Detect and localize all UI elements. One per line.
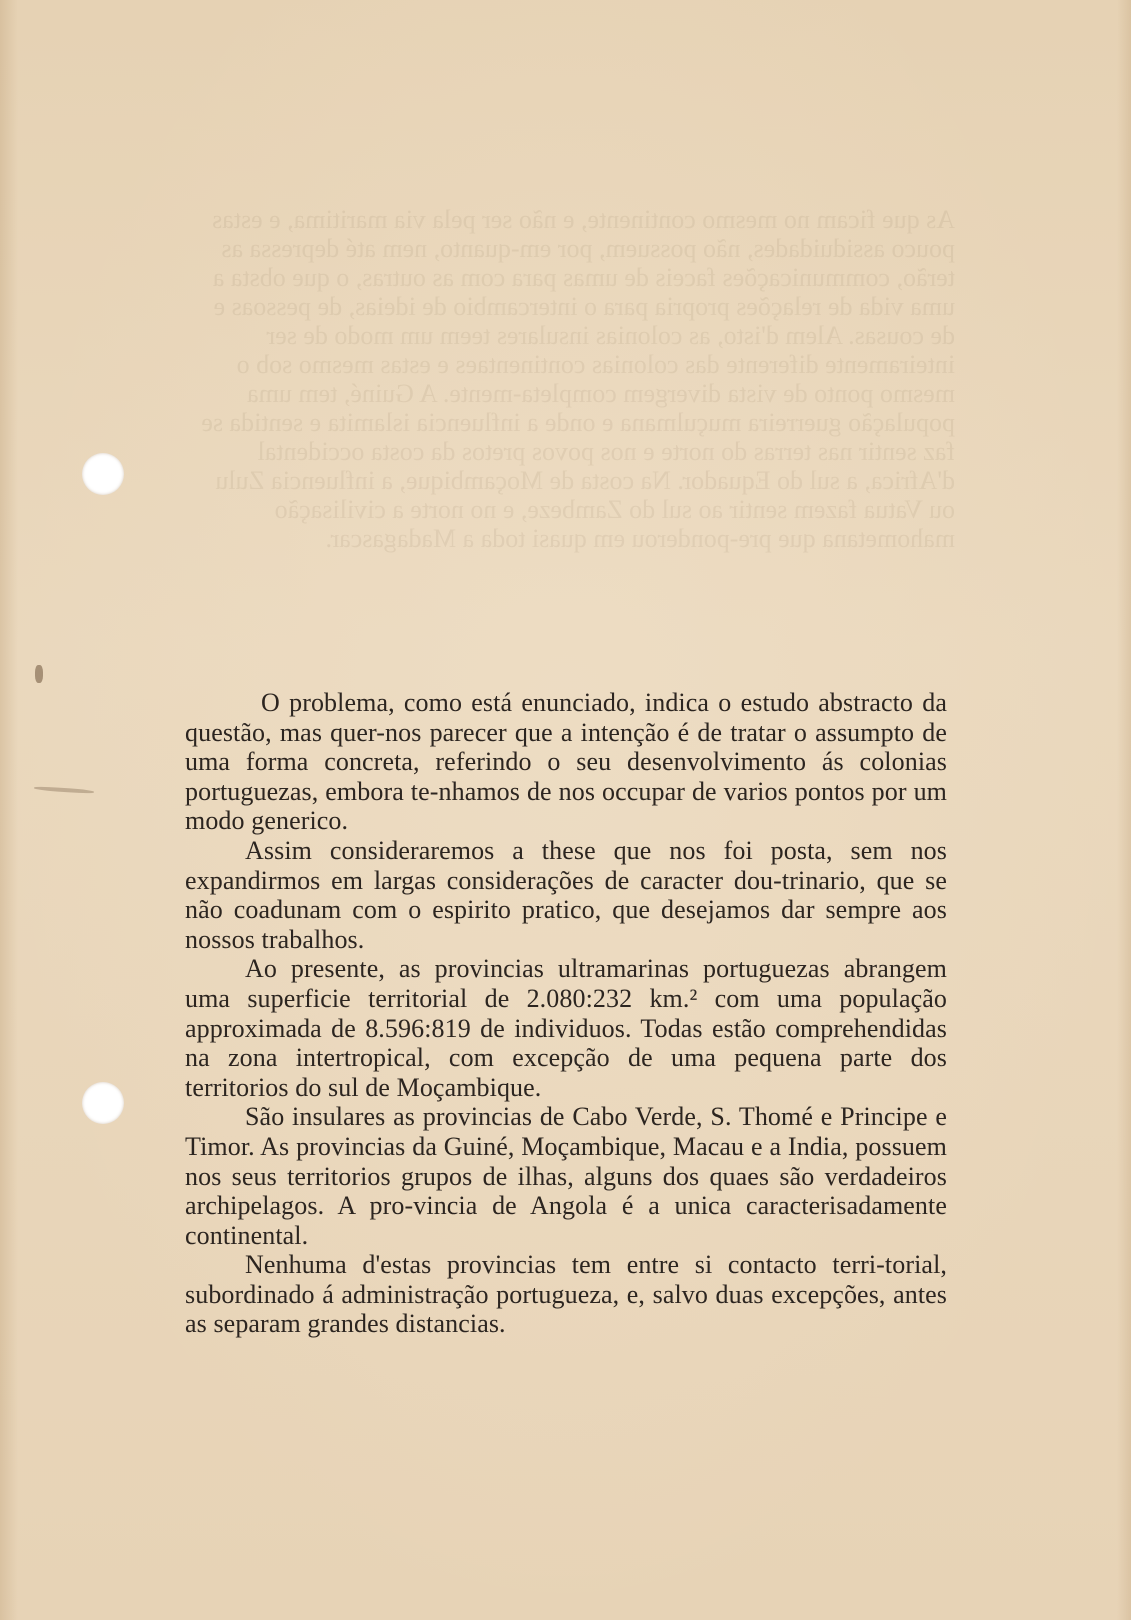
punch-hole-bottom (82, 1082, 124, 1124)
page-edge-shadow-left (0, 0, 18, 1620)
paragraph-5: Nenhuma d'estas provincias tem entre si contacto terri-torial, subordinado á administração portugueza, e, salvo duas excepções, antes as separam grandes distancias. (185, 1250, 947, 1339)
paragraph-1: O problema, como está enunciado, indica o estudo abstracto da questão, mas quer-nos parecer que a intenção é de tratar o assumpto de uma forma concreta, referindo o seu desenvolvimento ás colonias portuguezas, embora te-nhamos de nos occupar de varios pontos por um modo generico. (185, 688, 947, 836)
ink-blot-mark (35, 665, 43, 683)
paragraph-2: Assim consideraremos a these que nos foi posta, sem nos expandirmos em largas considerações de caracter dou-trinario, que se não coadunam com o espirito pratico, que desejamos dar sempre aos nossos trabalhos. (185, 835, 947, 954)
paragraph-4: São insulares as provincias de Cabo Verde, S. Thomé e Principe e Timor. As provincias da Guiné, Moçambique, Macau e a India, possuem nos seus territorios grupos de ilhas, alguns dos quaes são verdadeiros archipelagos. A pro-vincia de Angola é a unica caracterisadamente continental. (185, 1102, 947, 1250)
body-text (185, 688, 947, 1339)
show-through-text: As que ficam no mesmo continente, e não ser pela via maritima, e estas pouco assiduidades, não possuem, por em-quanto, nem até depressa as terão, communicações faceis de umas para com as outras, o que obsta a uma vida de relações propria para o intercambio de ideias, de pessoas e de cousas. Alem d'isto, as colonias insulares teem um modo de ser inteiramente diferente das colonias continentaes e estas mesmo sob o mesmo ponto de vista divergem completa-mente. A Guiné, tem uma população guerreira muçulmana e onde a influencia islamita e sentida se faz sentir nas terras do norte e nos povos pretos da costa occidental d'Africa, a sul do Equador. Na costa de Moçambique, a influencia Zulu ou Vatua fazem sentir ao sul do Zambeze, e no norte a civilisação mahometana que pre-ponderou em quasi toda a Madagascar. (194, 205, 955, 553)
punch-hole-top (82, 453, 124, 495)
pencil-mark (34, 786, 94, 794)
page-edge-shadow-right (1117, 0, 1131, 1620)
paragraph-3: Ao presente, as provincias ultramarinas portuguezas abrangem uma superficie territorial de 2.080:232 km.² com uma população approximada de 8.596:819 de individuos. Todas estão comprehendidas na zona intertropical, com excepção de uma pequena parte dos territorios do sul de Moçambique. (185, 954, 947, 1102)
